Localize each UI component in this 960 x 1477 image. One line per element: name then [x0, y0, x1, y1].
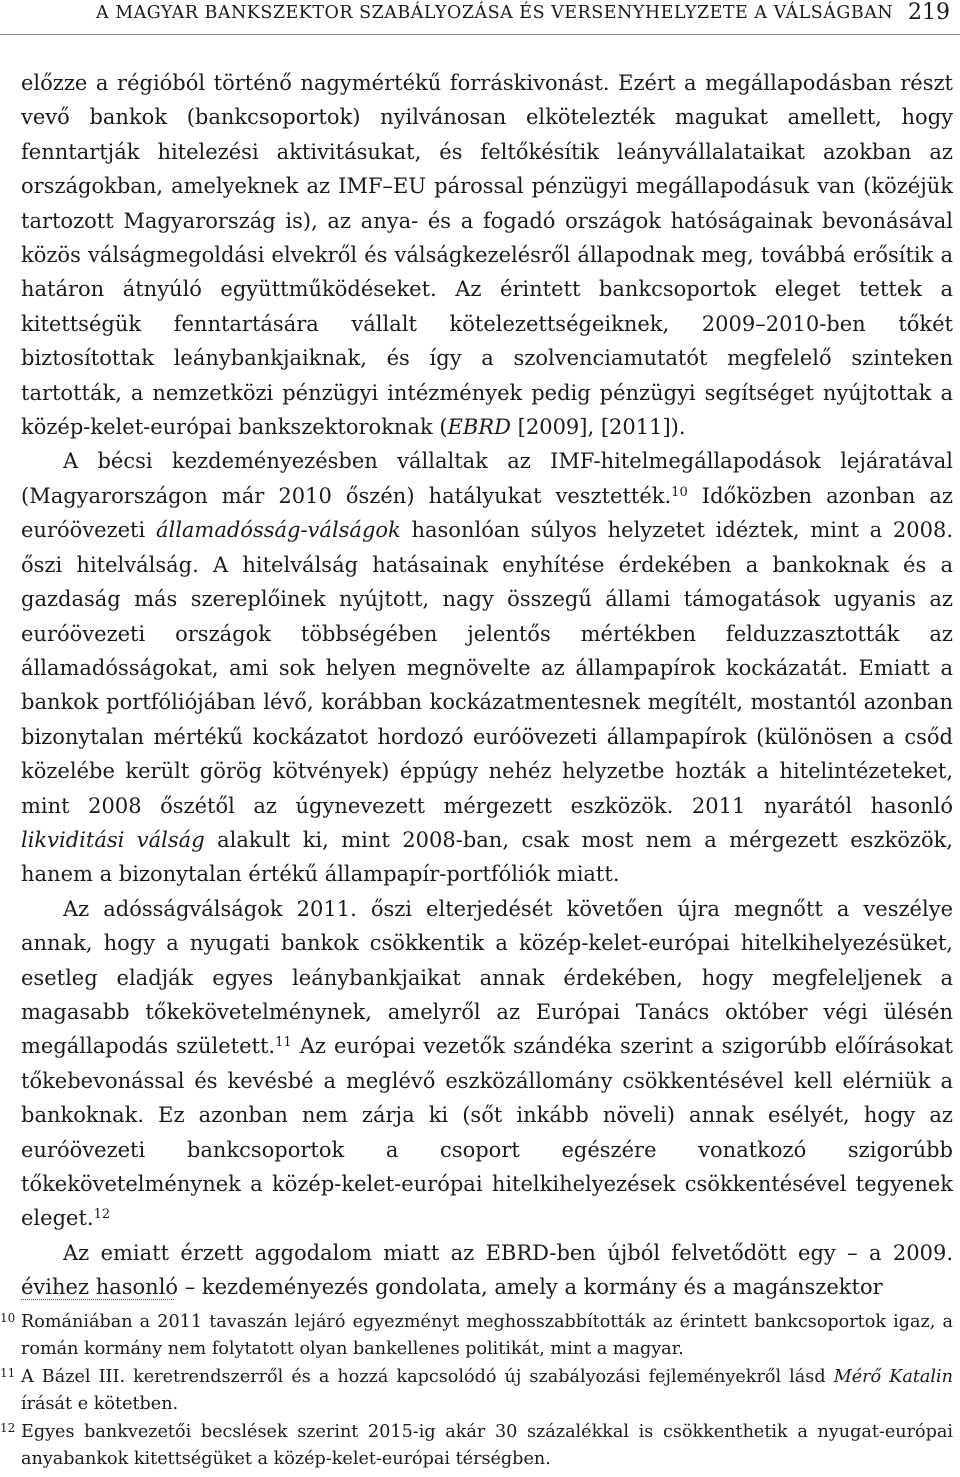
footnote-text	[21, 1364, 953, 1419]
paragraph-3	[21, 892, 953, 1236]
page-number: 219	[908, 0, 950, 25]
footnote-10	[0, 1309, 953, 1364]
paragraph-1-text-end: [2009], [2011]).	[510, 415, 686, 440]
paragraph-2	[21, 444, 953, 891]
footnote-ref-12[interactable]: 12	[93, 1207, 111, 1223]
footnote-number: 12	[0, 1420, 16, 1435]
footnote-11	[0, 1364, 953, 1419]
paragraph-1	[21, 66, 953, 444]
footnote-text-a: A Bázel III. keretrendszerről és a hozzá kapcsolódó új szabályozási fejleményekről lásd	[21, 1366, 834, 1387]
paragraph-3-text-b: Az európai vezetők szándéka szerint a szigorúbb előírásokat tőkebevonással és kevésbé a meglévő eszközállomány csökkentésével kell elérniük a bankoknak. Ez azonban nem zárja ki (sőt inkább növeli) annak esélyét, hogy az euróövezeti bankcsoportok a csoport egészére vonatkozó szigorúbb tőkekövetelménynek a közép-kelet-európai hitelkihelyezések csökkentésével tegyenek eleget.	[21, 1034, 953, 1231]
paragraph-2-text-d: alakult ki, mint 2008-ban, csak most nem a mérgezett eszközök, hanem a bizonytalan értékű állampapír-portfóliók miatt.	[21, 827, 953, 887]
footnote-author: Mérő Katalin	[833, 1366, 953, 1387]
paragraph-1-emphasis: EBRD	[447, 415, 511, 440]
paragraph-4-text: Az emiatt érzett aggodalom miatt az EBRD-ben újból felvetődött egy – a 2009. évihez hasonló – kezdeményezés gondolata, amely a kormány és a magánszektor	[21, 1240, 953, 1300]
paragraph-4	[21, 1236, 953, 1305]
footnote-ref-11[interactable]: 11	[275, 1035, 292, 1051]
running-head-title: A MAGYAR BANKSZEKTOR SZABÁLYOZÁSA ÉS VERSENYHELYZETE A VÁLSÁGBAN	[96, 3, 894, 23]
footnote-number: 11	[0, 1365, 16, 1380]
paragraph-2-emphasis-2: likviditási válság	[21, 827, 205, 852]
footnote-ref-10[interactable]: 10	[671, 484, 688, 500]
footnote-text: Egyes bankvezetői becslések szerint 2015-ig akár 30 százalékkal is csökkenthetik a nyugat-európai anyabankok kitettségüket a közép-kelet-európai térségben.	[21, 1421, 953, 1470]
paragraph-2-text-c: hasonlóan súlyos helyzetet idéztek, mint a 2008. őszi hitelválság. A hitelválság hatásainak enyhítése érdekében a bankoknak és a gazdaság más szereplőinek nyújtott, nagy összegű állami támogatások ugyanis az euróövezeti országok többségében jelentős mértékben felduzzasztották az államadósságokat, ami sok helyen megnövelte az állampapírok kockázatát. Emiatt a bankok portfóliójában lévő, korábban kockázatmentesnek megítélt, mostantól azonban bizonytalan mértékű kockázatot hordozó euróövezeti állampapírok (különösen a csőd közelébe került görög kötvények) éppúgy nehéz helyzetbe hozták a hitelintézeteket, mint 2008 őszétől az úgynevezett mérgezett eszközök. 2011 nyarától hasonló	[21, 518, 953, 818]
main-text	[21, 66, 953, 1305]
paragraph-1-text: előzze a régióból történő nagymértékű forráskivonást. Ezért a megállapodásban részt vevő bankok (bankcsoportok) nyilvánosan elkötelezték magukat amellett, hogy fenntartják hitelezési aktivitásukat, és feltőkésítik leányvállalataikat azokban az országokban, amelyeknek az IMF–EU párossal pénzügyi megállapodásuk van (közéjük tartozott Magyarország is), az anya- és a fogadó országok hatóságainak bevonásával közös válságmegoldási elvekről és válságkezelésről állapodnak meg, továbbá erősítik a határon átnyúló együttműködéseket. Az érintett bankcsoportok eleget tettek a kitettségük fenntartására vállalt kötelezettségeiknek, 2009–2010-ben tőkét biztosítottak leánybankjaiknak, és így a szolvenciamutatót megfelelő szinteken tartották, a nemzetközi pénzügyi intézmények pedig pénzügyi segítséget nyújtottak a közép-kelet-európai bankszektoroknak (	[21, 71, 953, 440]
footnote-number: 10	[0, 1311, 16, 1325]
paragraph-2-text-b: Időközben azonban az euróövezeti	[21, 483, 953, 543]
footnote-text: Romániában a 2011 tavaszán lejáró egyezményt meghosszabbították az érintett bankcsoportok igaz, a román kormány nem folytatott olyan bankellenes politikát, mint a magyar.	[21, 1312, 953, 1360]
running-header	[0, 0, 960, 35]
paragraph-2-text: A bécsi kezdeményezésben vállaltak az IMF-hitelmegállapodások lejáratával (Magyarországon már 2010 őszén) hatályukat vesztették.	[21, 449, 953, 508]
paragraph-2-emphasis-1: államadósság-válságok	[155, 518, 401, 543]
footnote-divider	[21, 1299, 174, 1300]
footnote-text-b: írását e kötetben.	[21, 1394, 179, 1415]
paragraph-3-text: Az adósságválságok 2011. őszi elterjedését követően újra megnőtt a veszélye annak, hogy a nyugati bankok csökkentik a közép-kelet-európai hitelkihelyezésüket, esetleg eladják egyes leánybankjaikat annak érdekében, hogy megfeleljenek a magasabb tőkekövetelménynek, amelyről az Európai Tanács október végi ülésén megállapodás született.	[21, 896, 953, 1059]
footnotes	[0, 1309, 953, 1473]
footnote-12	[0, 1419, 953, 1474]
